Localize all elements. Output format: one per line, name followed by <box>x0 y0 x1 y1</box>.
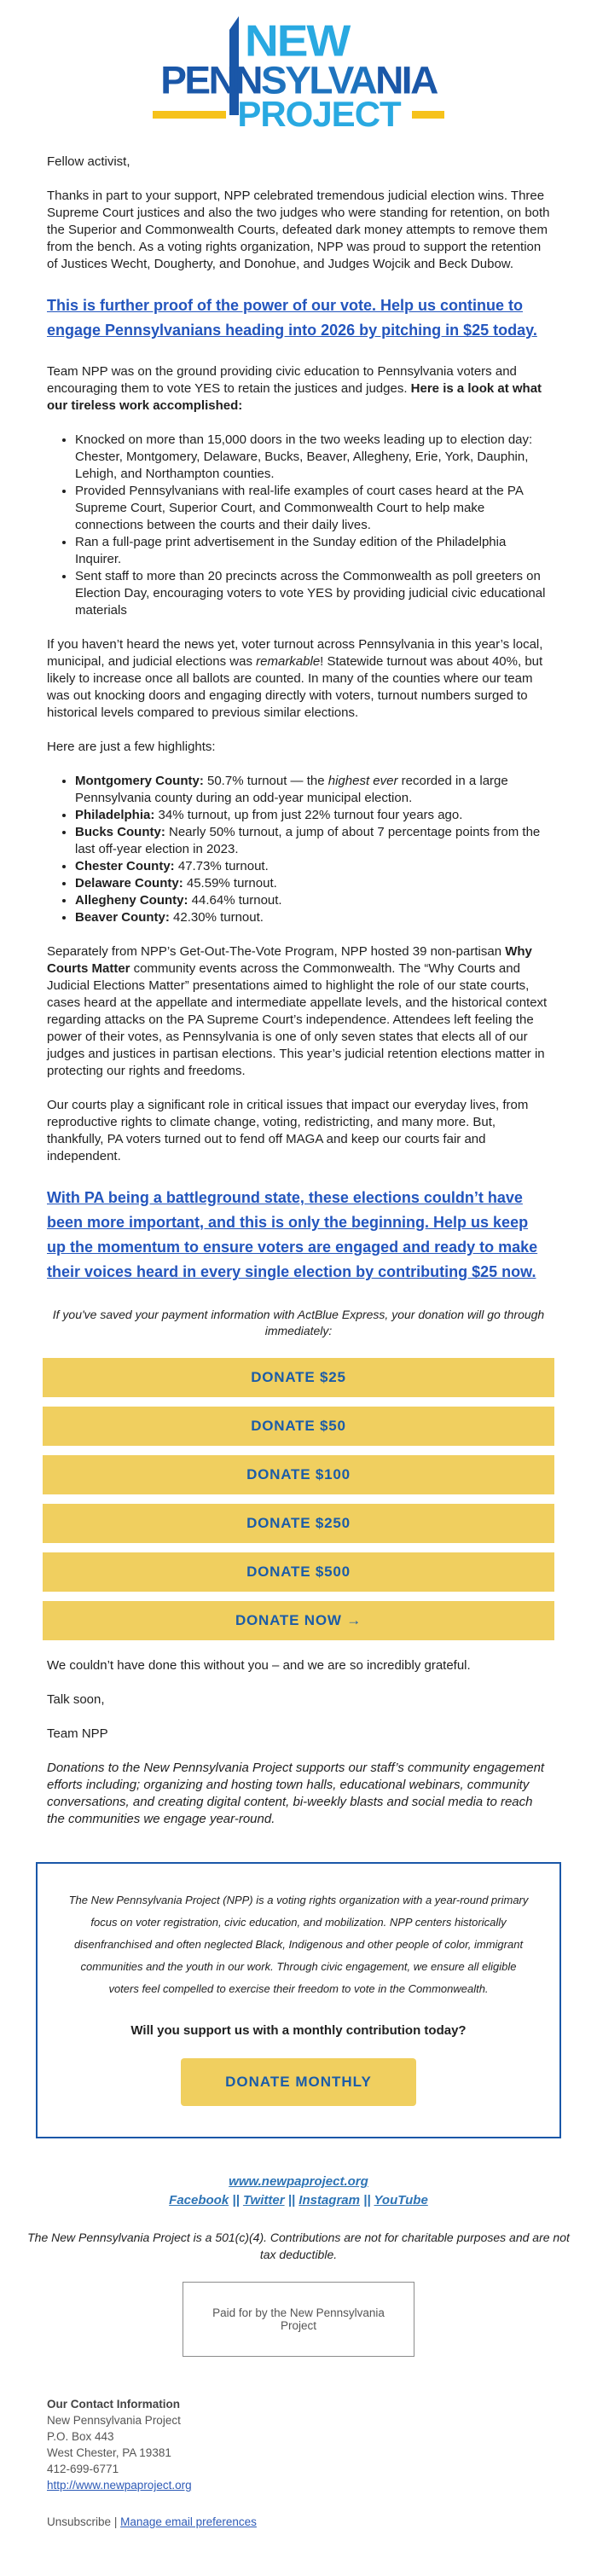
logo-word-new: NEW <box>245 15 350 67</box>
legal-disclaimer: The New Pennsylvania Project is a 501(c)(4). Contributions are not for charitable purposes and are not tax deductible. <box>27 2231 570 2261</box>
paid-for-box <box>183 2282 414 2357</box>
unsubscribe-row <box>47 2515 550 2528</box>
contact-address2: West Chester, PA 19381 <box>47 2446 171 2459</box>
separator: || <box>284 2193 299 2208</box>
intro-paragraph: Thanks in part to your support, NPP celebrated tremendous judicial election wins. Three Supreme Court justices and also the two judges who were standing for retention, on both the Superior and Commonwealth Courts, defeated dark money attempts to remove them from the bench. As a voting rights organization, NPP was proud to support the retention of Justices Wecht, Dougherty, and Donohue, and Judges Wojcik and Beck Dubow. <box>47 189 550 271</box>
highlights-intro: Here are just a few highlights: <box>47 740 216 754</box>
about-npp-box <box>36 1862 561 2138</box>
donate-monthly-button[interactable]: DONATE MONTHLY <box>181 2058 416 2106</box>
contact-phone: 412-699-6771 <box>47 2463 119 2475</box>
logo-accent-dash-left-icon <box>153 111 226 119</box>
grateful-paragraph: We couldn’t have done this without you – and we are so incredibly grateful. <box>47 1658 471 1673</box>
cta-link-contribute-25[interactable]: With PA being a battleground state, these elections couldn’t have been more important, and this is only the beginning. Help us keep up the momentum to ensure voters are engaged and ready to make their voices heard in every single election by contributing $25 now. <box>47 1189 538 1280</box>
footer-links <box>0 2173 597 2210</box>
accomplishment-item: • Ran a full-page print advertisement in the Sunday edition of the Philadelphia Inquirer. <box>75 534 550 568</box>
contact-address1: P.O. Box 443 <box>47 2430 114 2443</box>
contact-info <box>47 2396 550 2493</box>
paid-for-text: Paid for by the New Pennsylvania Project <box>212 2306 385 2332</box>
monthly-question: Will you support us with a monthly contribution today? <box>130 2023 467 2038</box>
ground-work-paragraph: Team NPP was on the ground providing civic education to Pennsylvania voters and encouraging them to vote YES to retain the justices and judges. Here is a look at what our tireless work accomplished: <box>47 364 542 413</box>
youtube-link[interactable]: YouTube <box>374 2193 428 2208</box>
signature: Team NPP <box>47 1726 108 1741</box>
donate-50-button[interactable]: DONATE $50 <box>43 1407 554 1446</box>
highlight-item: • Delaware County: 45.59% turnout. <box>75 875 550 892</box>
social-links <box>169 2193 428 2208</box>
turnout-paragraph: If you haven’t heard the news yet, voter turnout across Pennsylvania in this year’s local, municipal, and judicial elections was remarkable! Statewide turnout was about 40%, but likely to increase once all ballots are counted. In many of the counties where our team was out knocking doors and engaging directly with voters, turnout numbers surged to historical levels compared to previous similar elections. <box>47 637 543 720</box>
actblue-note: If you've saved your payment information with ActBlue Express, your donation will go through immediately: <box>52 1308 545 1337</box>
donate-250-button[interactable]: DONATE $250 <box>43 1504 554 1543</box>
highlights-list <box>47 773 550 926</box>
manage-preferences-link[interactable]: Manage email preferences <box>120 2515 257 2528</box>
contact-heading: Our Contact Information <box>47 2398 180 2411</box>
accomplishment-item: • Sent staff to more than 20 precincts across the Commonwealth as poll greeters on Election Day, encouraging voters to vote YES by providing judicial civic educational materials <box>75 568 550 619</box>
separator: || <box>229 2193 243 2208</box>
donate-100-button[interactable]: DONATE $100 <box>43 1455 554 1494</box>
donate-25-button[interactable]: DONATE $25 <box>43 1358 554 1397</box>
highlight-item: • Allegheny County: 44.64% turnout. <box>75 892 550 909</box>
contact-org: New Pennsylvania Project <box>47 2414 181 2427</box>
highlight-item: • Montgomery County: 50.7% turnout — the highest ever recorded in a large Pennsylvania county during an odd-year municipal election. <box>75 773 550 807</box>
logo-word-pennsylvania: PENNSYLVANIA <box>160 58 437 102</box>
facebook-link[interactable]: Facebook <box>169 2193 229 2208</box>
salutation: Fellow activist, <box>47 154 130 169</box>
separator: || <box>360 2193 374 2208</box>
donate-now-button[interactable]: DONATE NOW → <box>43 1601 554 1640</box>
highlight-item: • Philadelphia: 34% turnout, up from just 22% turnout four years ago. <box>75 807 550 824</box>
about-description: The New Pennsylvania Project (NPP) is a voting rights organization with a year-round primary focus on voter registration, civic education, and mobilization. NPP centers historically disenfranchised and often neglected Black, Indigenous and other people of color, immigrant communities and the youth in our work. Through civic engagement, we ensure all eligible voters feel compelled to exercise their freedom to vote in the Commonwealth. <box>68 1894 529 1995</box>
donations-note: Donations to the New Pennsylvania Project supports our staff’s community engagement efforts including; organizing and hosting town halls, educational webinars, community conversations, and creating digital content, bi-weekly blasts and social media to reach the communities we engage year-round. <box>47 1761 545 1826</box>
donate-500-button[interactable]: DONATE $500 <box>43 1552 554 1592</box>
courts-role-paragraph: Our courts play a significant role in critical issues that impact our everyday lives, from reproductive rights to climate change, voting, redistricting, and many more. But, thankfully, PA voters turned out to fend off MAGA and keep our courts fair and independent. <box>47 1098 529 1163</box>
logo-word-project: PROJECT <box>124 96 473 132</box>
npp-logo <box>124 12 473 134</box>
twitter-link[interactable]: Twitter <box>242 2193 285 2208</box>
highlight-item: • Beaver County: 42.30% turnout. <box>75 909 550 926</box>
accomplishments-list <box>47 432 550 619</box>
divider: | <box>113 2515 118 2528</box>
talk-soon: Talk soon, <box>47 1692 105 1707</box>
unsubscribe-link[interactable]: Unsubscribe <box>47 2515 112 2528</box>
highlight-item: • Bucks County: Nearly 50% turnout, a jump of about 7 percentage points from the last off-year election in 2023. <box>75 824 550 858</box>
instagram-link[interactable]: Instagram <box>298 2193 360 2208</box>
highlight-item: • Chester County: 47.73% turnout. <box>75 858 550 875</box>
email-body <box>0 12 597 2554</box>
contact-website-link[interactable]: http://www.newpaproject.org <box>47 2479 192 2492</box>
cta-link-pitch-25[interactable]: This is further proof of the power of our vote. Help us continue to engage Pennsylvanians heading into 2026 by pitching in $25 today. <box>47 297 537 339</box>
donate-buttons <box>43 1358 554 1640</box>
accomplishment-item: • Provided Pennsylvanians with real-life examples of court cases heard at the PA Supreme Court, Superior Court, and Commonwealth Court to help make connections between the courts and their daily lives. <box>75 483 550 534</box>
accomplishment-item: • Knocked on more than 15,000 doors in the two weeks leading up to election day: Chester, Montgomery, Delaware, Bucks, Beaver, Allegheny, Erie, York, Dauphin, Lehigh, and Northampton counties. <box>75 432 550 483</box>
website-link[interactable]: www.newpaproject.org <box>229 2174 368 2189</box>
logo-accent-dash-right-icon <box>412 111 444 119</box>
why-courts-paragraph: Separately from NPP’s Get-Out-The-Vote Program, NPP hosted 39 non-partisan Why Courts Matter community events across the Commonwealth. The “Why Courts and Judicial Elections Matter” presentations aimed to highlight the role of our state courts, cases heard at the appellate and intermediate appellate levels, and the historical context regarding attacks on the PA Supreme Court’s independence. Attendees left feeling the power of their votes, as Pennsylvania is one of only seven states that elects all of our judges and justices in partisan elections. This year’s judicial retention elections matter in protecting our rights and freedoms. <box>47 944 548 1078</box>
